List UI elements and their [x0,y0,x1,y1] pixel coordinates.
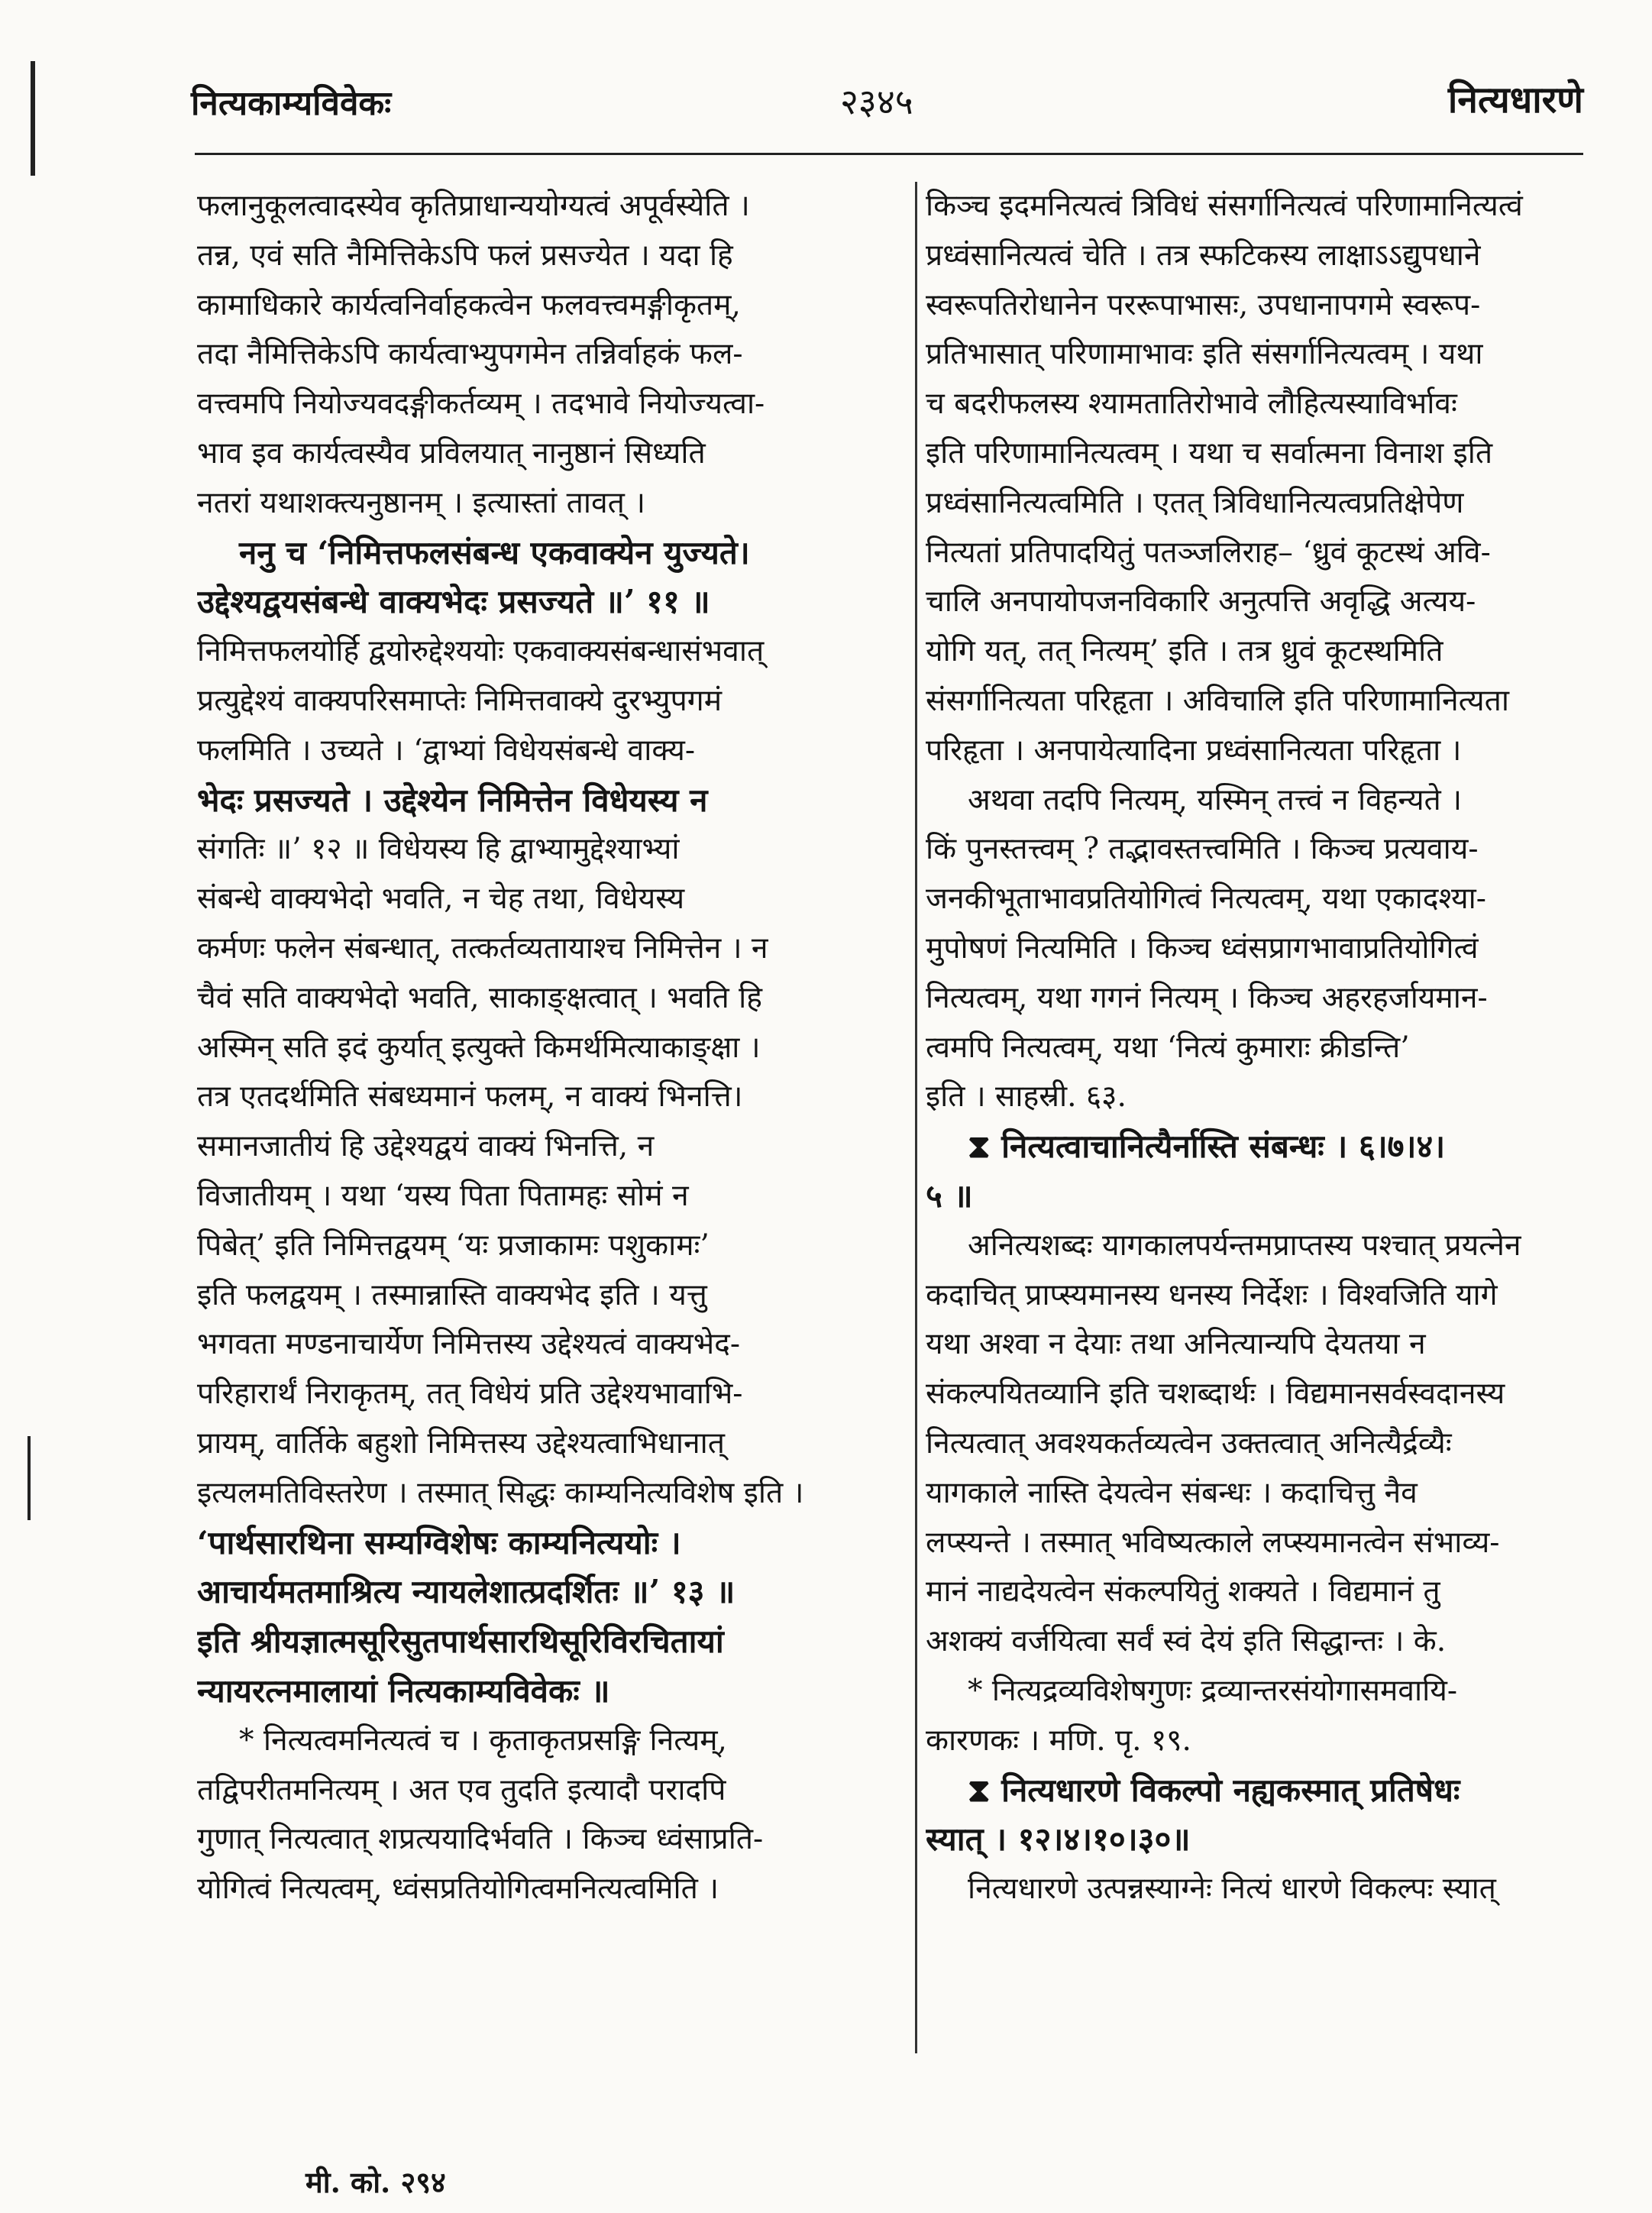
page-header [191,73,1583,134]
text-line: विजातीयम् । यथा ‘यस्य पिता पितामहः सोमं न [197,1178,689,1213]
text-line: भेदः प्रसज्यते । उद्देश्येन निमित्तेन विधेयस्य न [197,781,708,819]
text-line: तन्न, एवं सति नैमित्तिकेऽपि फलं प्रसज्येत । यदा हि [197,238,733,273]
text-line: प्रध्वंसानित्यत्वमिति । एतत् त्रिविधानित्यत्वप्रतिक्षेपेण [926,485,1464,520]
text-line: प्रायम्, वार्तिके बहुशो निमित्तस्य उद्देश्यत्वाभिधानात् [197,1425,725,1461]
text-line: पिबेत्’ इति निमित्तद्वयम् ‘यः प्रजाकामः पशुकामः’ [197,1228,710,1263]
page-number: २३४५ [840,81,913,122]
text-line: न्यायरत्नमालायां नित्यकाम्यविवेकः ॥ [197,1671,610,1710]
text-line: चालि अनपायोपजनविकारि अनुत्पत्ति अवृद्धि अत्यय- [926,584,1476,620]
text-line: चैवं सति वाक्यभेदो भवति, साकाङ्क्षत्वात् । भवति हि [197,980,762,1015]
text-line: समानजातीयं हि उद्देश्यद्वयं वाक्यं भिनत्ति, न [197,1129,655,1164]
text-line: ⧗ नित्यत्वाचानित्यैर्नास्ति संबन्धः । ६।७।४। [968,1128,1446,1166]
text-line: तत्र एतदर्थमिति संबध्यमानं फलम्, न वाक्यं भिनत्ति। [197,1079,743,1115]
text-line: तदा नैमित्तिकेऽपि कार्यत्वाभ्युपगमेन तन्निर्वाहकं फल- [197,337,743,372]
header-rule [195,153,1583,155]
text-line: संबन्धे वाक्यभेदो भवति, न चेह तथा, विधेयस्य [197,882,685,917]
text-line: इति श्रीयज्ञात्मसूरिसुतपार्थसारथिसूरिविरचितायां [197,1623,724,1661]
text-line: इति । साहस्री. ६३. [926,1079,1127,1115]
text-line: स्वरूपतिरोधानेन पररूपाभासः, उपधानापगमे स्वरूप- [926,287,1481,322]
page-footer-signature: मी. को. २९४ [306,2165,446,2199]
text-line: नित्यत्वात् अवश्यकर्तव्यत्वेन उक्तत्वात् अनित्यैर्द्रव्यैः [926,1425,1452,1461]
text-line: * नित्यत्वमनित्यत्वं च । कृताकृतप्रसङ्गि नित्यम्, [239,1723,727,1758]
text-line: च बदरीफलस्य श्यामतातिरोभावे लौहित्यस्याविर्भावः [926,387,1457,422]
right-column [926,182,1596,1914]
text-line: गुणात् नित्यत्वात् शप्रत्ययादिर्भवति । किञ्च ध्वंसाप्रति- [197,1822,764,1857]
text-line: कर्मणः फलेन संबन्धात्, तत्कर्तव्यतायाश्च निमित्तेन । न [197,930,768,966]
text-line: मुपोषणं नित्यमिति । किञ्च ध्वंसप्रागभावाप्रतियोगित्वं [926,930,1479,966]
text-line: प्रतिभासात् परिणामाभावः इति संसर्गानित्यत्वम् । यथा [926,337,1483,372]
column-divider [915,182,917,2053]
text-line: कारणकः । मणि. पृ. १९. [926,1723,1191,1758]
text-line: इति परिणामानित्यत्वम् । यथा च सर्वात्मना विनाश इति [926,435,1493,471]
text-line: कदाचित् प्राप्स्यमानस्य धनस्य निर्देशः । विश्वजिति यागे [926,1277,1498,1312]
text-line: मानं नाद्यदेयत्वेन संकल्पयितुं शक्यते । विद्यमानं तु [926,1574,1440,1610]
text-line: इति फलद्वयम् । तस्मान्नास्ति वाक्यभेद इति । यत्तु [197,1277,707,1312]
text-line: कामाधिकारे कार्यत्वनिर्वाहकत्वेन फलवत्त्वमङ्गीकृतम्, [197,287,741,322]
text-line: यथा अश्वा न देयाः तथा अनित्यान्यपि देयतया न [926,1327,1426,1362]
text-line: योगि यत्, तत् नित्यम्’ इति । तत्र ध्रुवं कूटस्थमिति [926,634,1443,669]
text-line: भगवता मण्डनाचार्येण निमित्तस्य उद्देश्यत्वं वाक्यभेद- [197,1327,741,1362]
text-line: परिहृता । अनपायेत्यादिना प्रध्वंसानित्यता परिहृता । [926,733,1462,768]
text-line: इत्यलमतिविस्तरेण । तस्मात् सिद्धः काम्यनित्यविशेष इति । [197,1475,804,1510]
text-line: आचार्यमतमाश्रित्य न्यायलेशात्प्रदर्शितः ॥’ १३ ॥ [197,1573,735,1611]
text-line: संगतिः ॥’ १२ ॥ विधेयस्य हि द्वाभ्यामुद्देश्याभ्यां [197,832,680,867]
text-line: किं पुनस्तत्त्वम् ? तद्भावस्तत्त्वमिति । किञ्च प्रत्यवाय- [926,832,1479,867]
text-line: ननु च ‘निमित्तफलसंबन्ध एकवाक्येन युज्यते। [239,533,750,571]
text-line: अनित्यशब्दः यागकालपर्यन्तमप्राप्तस्य पश्चात् प्रयत्नेन [968,1228,1521,1263]
running-title-right: नित्यधारणे [1447,79,1583,121]
text-line: अस्मिन् सति इदं कुर्यात् इत्युक्ते किमर्थमित्याकाङ्क्षा । [197,1030,761,1065]
text-line: ‘पार्थसारथिना सम्यग्विशेषः काम्यनित्ययोः । [197,1523,681,1561]
text-line: वत्त्वमपि नियोज्यवदङ्गीकर्तव्यम् । तदभावे नियोज्यत्वा- [197,387,765,422]
text-line: जनकीभूताभावप्रतियोगित्वं नित्यत्वम्, यथा एकादश्या- [926,882,1486,917]
text-line: प्रध्वंसानित्यत्वं चेति । तत्र स्फटिकस्य लाक्षाऽऽद्युपधाने [926,238,1481,273]
text-line: फलमिति । उच्यते । ‘द्वाभ्यां विधेयसंबन्धे वाक्य- [197,733,696,768]
text-line: किञ्च इदमनित्यत्वं त्रिविधं संसर्गानित्यत्वं परिणामानित्यत्वं [926,189,1523,223]
text-line: ५ ॥ [926,1176,973,1215]
text-line: प्रत्युद्देश्यं वाक्यपरिसमाप्तेः निमित्तवाक्ये दुरभ्युपगमं [197,683,723,718]
text-line: नित्यधारणे उत्पन्नस्याग्नेः नित्यं धारणे विकल्पः स्यात् [968,1872,1496,1907]
text-line: नित्यतां प्रतिपादयितुं पतञ्जलिराह– ‘ध्रुवं कूटस्थं अवि- [926,535,1491,570]
text-line: तद्विपरीतमनित्यम् । अत एव तुदति इत्यादौ परादपि [197,1772,726,1807]
text-line: अथवा तदपि नित्यम्, यस्मिन् तत्त्वं न विहन्यते । [968,782,1462,817]
text-line: * नित्यद्रव्यविशेषगुणः द्रव्यान्तरसंयोगासमवायि- [968,1673,1457,1708]
text-line: अशक्यं वर्जयित्वा सर्वं स्वं देयं इति सिद्धान्तः । के. [926,1624,1447,1659]
text-line: लप्स्यन्ते । तस्मात् भविष्यत्काले लप्स्यमानत्वेन संभाव्य- [926,1525,1500,1560]
text-line: परिहारार्थं निराकृतम्, तत् विधेयं प्रति उद्देश्यभावाभि- [197,1377,743,1412]
text-line: निमित्तफलयोर्हि द्वयोरुद्देश्ययोः एकवाक्यसंबन्धासंभवात् [197,634,765,669]
text-line: यागकाले नास्ति देयत्वेन संबन्धः । कदाचित्तु नैव [926,1475,1418,1510]
margin-mark [31,61,35,176]
text-line: संकल्पयितव्यानि इति चशब्दार्थः । विद्यमानसर्वस्वदानस्य [926,1377,1505,1412]
text-line: नित्यत्वम्, यथा गगनं नित्यम् । किञ्च अहरहर्जायमान- [926,980,1488,1015]
text-line: ⧗ नित्यधारणे विकल्पो नह्यकस्मात् प्रतिषेधः [968,1771,1460,1809]
text-line: नतरां यथाशक्त्यनुष्ठानम् । इत्यास्तां तावत् । [197,485,646,520]
text-line: त्वमपि नित्यत्वम्, यथा ‘नित्यं कुमाराः क्रीडन्ति’ [926,1030,1410,1065]
text-line: भाव इव कार्यत्वस्यैव प्रविलयात् नानुष्ठानं सिध्यति [197,435,706,471]
text-line: उद्देश्यद्वयसंबन्धे वाक्यभेदः प्रसज्यते ॥’ ११ ॥ [197,583,710,621]
text-line: योगित्वं नित्यत्वम्, ध्वंसप्रतियोगित्वमनित्यत्वमिति । [197,1872,719,1907]
text-line: स्यात् । १२।४।१०।३०॥ [926,1820,1191,1859]
margin-mark [27,1436,31,1520]
text-line: संसर्गानित्यता परिहृता । अविचालि इति परिणामानित्यता [926,683,1509,718]
running-title-left: नित्यकाम्यविवेकः [191,84,392,123]
text-line: फलानुकूलत्वादस्येव कृतिप्राधान्ययोग्यत्वं अपूर्वस्येति । [197,189,750,223]
left-column [197,182,900,1914]
